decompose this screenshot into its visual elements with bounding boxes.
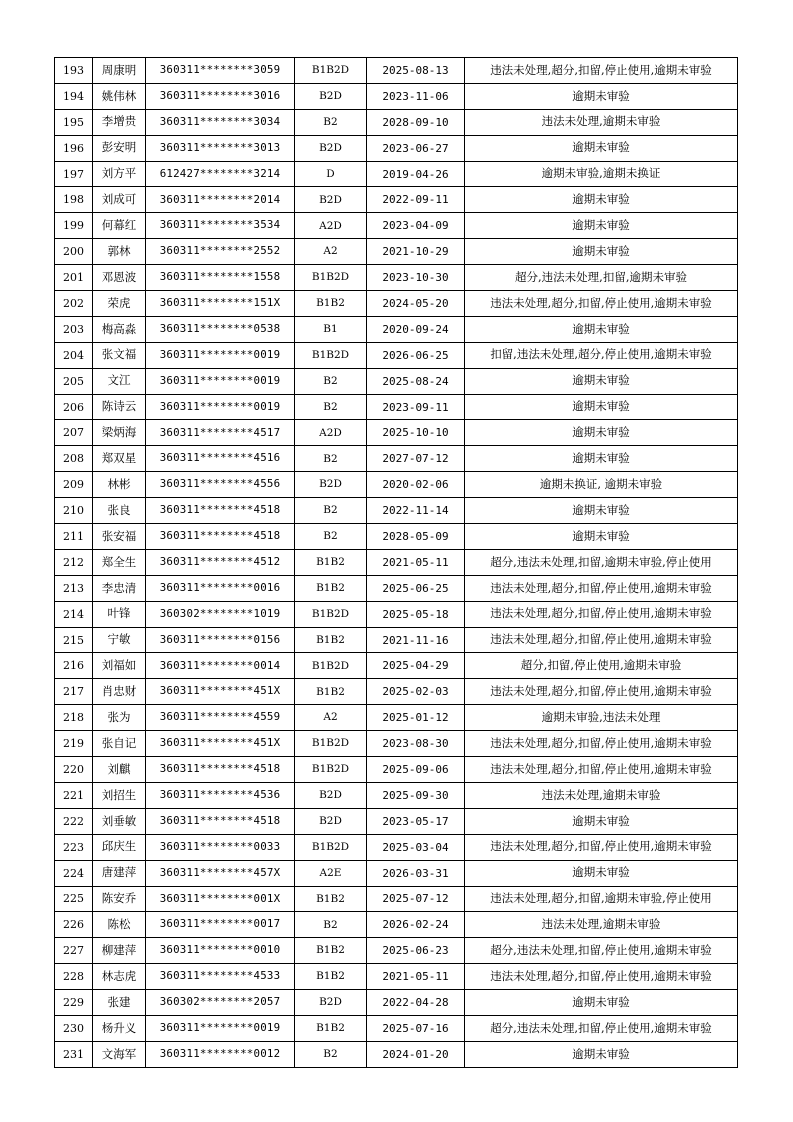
table-row (55, 239, 738, 265)
table-row (55, 498, 738, 524)
cell-id-number: 360311********451X (146, 731, 295, 757)
cell-id-number: 360311********2552 (146, 239, 295, 265)
cell-date: 2024-05-20 (367, 291, 465, 317)
cell-name: 张良 (93, 498, 146, 524)
cell-id-number: 360311********151X (146, 291, 295, 317)
cell-status: 逾期未审验 (465, 368, 738, 394)
cell-license-class: B1B2 (295, 291, 367, 317)
cell-name: 荣虎 (93, 291, 146, 317)
cell-status: 违法未处理,超分,扣留,逾期未审验,停止使用 (465, 886, 738, 912)
cell-license-class: A2D (295, 420, 367, 446)
cell-license-class: B2D (295, 472, 367, 498)
cell-date: 2020-09-24 (367, 316, 465, 342)
table-row (55, 886, 738, 912)
cell-date: 2026-06-25 (367, 342, 465, 368)
cell-name: 刘招生 (93, 782, 146, 808)
cell-status: 超分,违法未处理,扣留,停止使用,逾期未审验 (465, 938, 738, 964)
records-table-body (55, 58, 738, 1068)
cell-row-number: 224 (55, 860, 93, 886)
table-row (55, 731, 738, 757)
cell-name: 陈诗云 (93, 394, 146, 420)
cell-license-class: B2 (295, 912, 367, 938)
cell-date: 2023-06-27 (367, 135, 465, 161)
cell-id-number: 360311********4517 (146, 420, 295, 446)
cell-license-class: B2D (295, 782, 367, 808)
cell-row-number: 219 (55, 731, 93, 757)
cell-date: 2028-05-09 (367, 524, 465, 550)
cell-row-number: 217 (55, 679, 93, 705)
cell-date: 2025-08-13 (367, 58, 465, 84)
cell-license-class: B1B2D (295, 653, 367, 679)
cell-date: 2025-07-16 (367, 1015, 465, 1041)
cell-license-class: A2 (295, 705, 367, 731)
cell-name: 姚伟林 (93, 83, 146, 109)
cell-date: 2025-02-03 (367, 679, 465, 705)
cell-id-number: 360311********0010 (146, 938, 295, 964)
cell-date: 2025-09-30 (367, 782, 465, 808)
cell-license-class: A2 (295, 239, 367, 265)
table-row (55, 394, 738, 420)
cell-name: 梅高淼 (93, 316, 146, 342)
cell-row-number: 220 (55, 757, 93, 783)
cell-id-number: 360311********3059 (146, 58, 295, 84)
table-row (55, 912, 738, 938)
table-row (55, 58, 738, 84)
table-row (55, 549, 738, 575)
cell-date: 2021-11-16 (367, 627, 465, 653)
table-row (55, 265, 738, 291)
cell-license-class: B2 (295, 1041, 367, 1067)
table-row (55, 653, 738, 679)
cell-status: 逾期未审验 (465, 239, 738, 265)
cell-id-number: 360311********0012 (146, 1041, 295, 1067)
table-row (55, 161, 738, 187)
cell-license-class: B2D (295, 187, 367, 213)
cell-row-number: 202 (55, 291, 93, 317)
cell-id-number: 360311********4533 (146, 964, 295, 990)
cell-id-number: 360311********2014 (146, 187, 295, 213)
cell-date: 2025-03-04 (367, 834, 465, 860)
cell-license-class: B2D (295, 135, 367, 161)
cell-date: 2023-05-17 (367, 808, 465, 834)
cell-row-number: 199 (55, 213, 93, 239)
cell-row-number: 221 (55, 782, 93, 808)
cell-id-number: 360311********0156 (146, 627, 295, 653)
table-row (55, 368, 738, 394)
cell-status: 逾期未审验,违法未处理 (465, 705, 738, 731)
cell-name: 张安福 (93, 524, 146, 550)
table-row (55, 705, 738, 731)
cell-license-class: B2 (295, 394, 367, 420)
cell-license-class: B1B2D (295, 265, 367, 291)
cell-id-number: 360311********1558 (146, 265, 295, 291)
cell-status: 违法未处理,超分,扣留,停止使用,逾期未审验 (465, 731, 738, 757)
cell-name: 郑双星 (93, 446, 146, 472)
cell-date: 2023-08-30 (367, 731, 465, 757)
cell-license-class: B2D (295, 808, 367, 834)
cell-status: 超分,扣留,停止使用,逾期未审验 (465, 653, 738, 679)
cell-row-number: 223 (55, 834, 93, 860)
cell-date: 2023-04-09 (367, 213, 465, 239)
cell-status: 逾期未审验 (465, 990, 738, 1016)
cell-row-number: 213 (55, 575, 93, 601)
cell-date: 2025-08-24 (367, 368, 465, 394)
cell-license-class: B2D (295, 990, 367, 1016)
cell-name: 叶锋 (93, 601, 146, 627)
cell-status: 逾期未审验 (465, 524, 738, 550)
cell-license-class: B2D (295, 83, 367, 109)
cell-id-number: 360311********0538 (146, 316, 295, 342)
cell-row-number: 204 (55, 342, 93, 368)
cell-status: 违法未处理,逾期未审验 (465, 912, 738, 938)
table-row (55, 420, 738, 446)
cell-status: 逾期未换证, 逾期未审验 (465, 472, 738, 498)
cell-license-class: B1B2 (295, 964, 367, 990)
cell-status: 违法未处理,超分,扣留,停止使用,逾期未审验 (465, 834, 738, 860)
cell-date: 2021-05-11 (367, 964, 465, 990)
cell-id-number: 360311********0019 (146, 394, 295, 420)
cell-row-number: 216 (55, 653, 93, 679)
table-row (55, 291, 738, 317)
table-row (55, 213, 738, 239)
records-table (54, 57, 738, 1068)
cell-license-class: B2 (295, 109, 367, 135)
cell-row-number: 195 (55, 109, 93, 135)
cell-status: 逾期未审验 (465, 808, 738, 834)
cell-date: 2022-09-11 (367, 187, 465, 213)
cell-id-number: 360311********4536 (146, 782, 295, 808)
cell-license-class: B1B2D (295, 731, 367, 757)
cell-row-number: 205 (55, 368, 93, 394)
cell-id-number: 360311********0019 (146, 1015, 295, 1041)
table-row (55, 575, 738, 601)
cell-row-number: 226 (55, 912, 93, 938)
cell-id-number: 360311********4518 (146, 808, 295, 834)
table-row (55, 524, 738, 550)
cell-date: 2025-10-10 (367, 420, 465, 446)
cell-name: 刘方平 (93, 161, 146, 187)
cell-id-number: 360311********0014 (146, 653, 295, 679)
cell-status: 违法未处理,超分,扣留,停止使用,逾期未审验 (465, 291, 738, 317)
cell-row-number: 229 (55, 990, 93, 1016)
cell-status: 逾期未审验 (465, 1041, 738, 1067)
cell-id-number: 360302********2057 (146, 990, 295, 1016)
cell-row-number: 218 (55, 705, 93, 731)
cell-status: 逾期未审验 (465, 83, 738, 109)
cell-date: 2023-10-30 (367, 265, 465, 291)
cell-name: 邱庆生 (93, 834, 146, 860)
cell-row-number: 197 (55, 161, 93, 187)
cell-license-class: B1B2D (295, 58, 367, 84)
cell-id-number: 360311********4518 (146, 757, 295, 783)
cell-date: 2021-05-11 (367, 549, 465, 575)
cell-name: 文江 (93, 368, 146, 394)
cell-status: 逾期未审验 (465, 394, 738, 420)
cell-date: 2023-11-06 (367, 83, 465, 109)
cell-id-number: 612427********3214 (146, 161, 295, 187)
table-row (55, 860, 738, 886)
cell-date: 2025-06-23 (367, 938, 465, 964)
cell-row-number: 211 (55, 524, 93, 550)
table-row (55, 834, 738, 860)
cell-status: 逾期未审验 (465, 446, 738, 472)
cell-license-class: B1B2 (295, 938, 367, 964)
cell-row-number: 231 (55, 1041, 93, 1067)
cell-row-number: 193 (55, 58, 93, 84)
table-row (55, 808, 738, 834)
cell-status: 逾期未审验 (465, 187, 738, 213)
cell-row-number: 203 (55, 316, 93, 342)
table-row (55, 83, 738, 109)
cell-name: 邓恩波 (93, 265, 146, 291)
cell-date: 2022-04-28 (367, 990, 465, 1016)
cell-date: 2026-03-31 (367, 860, 465, 886)
cell-name: 何幕红 (93, 213, 146, 239)
cell-license-class: B1B2D (295, 601, 367, 627)
cell-row-number: 225 (55, 886, 93, 912)
cell-date: 2021-10-29 (367, 239, 465, 265)
table-row (55, 1041, 738, 1067)
cell-name: 陈安乔 (93, 886, 146, 912)
cell-status: 逾期未审验 (465, 316, 738, 342)
cell-name: 彭安明 (93, 135, 146, 161)
cell-id-number: 360311********0017 (146, 912, 295, 938)
cell-license-class: B1B2D (295, 834, 367, 860)
cell-license-class: A2E (295, 860, 367, 886)
table-row (55, 990, 738, 1016)
cell-status: 超分,违法未处理,扣留,逾期未审验 (465, 265, 738, 291)
cell-row-number: 201 (55, 265, 93, 291)
cell-date: 2024-01-20 (367, 1041, 465, 1067)
cell-date: 2025-04-29 (367, 653, 465, 679)
cell-id-number: 360311********4559 (146, 705, 295, 731)
cell-row-number: 214 (55, 601, 93, 627)
cell-id-number: 360311********4518 (146, 524, 295, 550)
cell-id-number: 360311********001X (146, 886, 295, 912)
cell-date: 2027-07-12 (367, 446, 465, 472)
cell-license-class: D (295, 161, 367, 187)
cell-status: 逾期未审验 (465, 135, 738, 161)
cell-date: 2020-02-06 (367, 472, 465, 498)
cell-license-class: B1B2 (295, 886, 367, 912)
table-row (55, 679, 738, 705)
cell-status: 违法未处理,超分,扣留,停止使用,逾期未审验 (465, 58, 738, 84)
table-row (55, 938, 738, 964)
cell-name: 李忠清 (93, 575, 146, 601)
cell-status: 违法未处理,超分,扣留,停止使用,逾期未审验 (465, 627, 738, 653)
cell-id-number: 360311********3013 (146, 135, 295, 161)
cell-name: 柳建萍 (93, 938, 146, 964)
cell-date: 2025-09-06 (367, 757, 465, 783)
cell-row-number: 212 (55, 549, 93, 575)
cell-id-number: 360311********457X (146, 860, 295, 886)
cell-id-number: 360311********0019 (146, 342, 295, 368)
cell-status: 逾期未审验 (465, 860, 738, 886)
table-row (55, 135, 738, 161)
table-row (55, 601, 738, 627)
cell-name: 郑全生 (93, 549, 146, 575)
table-row (55, 1015, 738, 1041)
cell-status: 逾期未审验 (465, 213, 738, 239)
cell-license-class: B1B2 (295, 627, 367, 653)
cell-name: 刘福如 (93, 653, 146, 679)
cell-row-number: 222 (55, 808, 93, 834)
cell-date: 2025-05-18 (367, 601, 465, 627)
cell-status: 违法未处理,逾期未审验 (465, 782, 738, 808)
cell-row-number: 227 (55, 938, 93, 964)
cell-license-class: A2D (295, 213, 367, 239)
cell-license-class: B1 (295, 316, 367, 342)
cell-row-number: 228 (55, 964, 93, 990)
cell-name: 刘麒 (93, 757, 146, 783)
cell-status: 违法未处理,逾期未审验 (465, 109, 738, 135)
cell-name: 肖忠财 (93, 679, 146, 705)
table-row (55, 187, 738, 213)
cell-status: 违法未处理,超分,扣留,停止使用,逾期未审验 (465, 601, 738, 627)
cell-license-class: B1B2 (295, 1015, 367, 1041)
cell-row-number: 194 (55, 83, 93, 109)
cell-name: 周康明 (93, 58, 146, 84)
cell-license-class: B2 (295, 498, 367, 524)
cell-row-number: 209 (55, 472, 93, 498)
cell-id-number: 360311********451X (146, 679, 295, 705)
cell-name: 张自记 (93, 731, 146, 757)
cell-id-number: 360311********3016 (146, 83, 295, 109)
cell-license-class: B2 (295, 524, 367, 550)
cell-row-number: 230 (55, 1015, 93, 1041)
cell-name: 唐建萍 (93, 860, 146, 886)
cell-license-class: B1B2D (295, 342, 367, 368)
cell-name: 杨升义 (93, 1015, 146, 1041)
cell-status: 违法未处理,超分,扣留,停止使用,逾期未审验 (465, 964, 738, 990)
cell-date: 2019-04-26 (367, 161, 465, 187)
cell-id-number: 360311********0016 (146, 575, 295, 601)
cell-name: 陈松 (93, 912, 146, 938)
cell-name: 张为 (93, 705, 146, 731)
cell-id-number: 360311********4518 (146, 498, 295, 524)
table-row (55, 316, 738, 342)
table-row (55, 964, 738, 990)
cell-id-number: 360311********0019 (146, 368, 295, 394)
cell-status: 超分,违法未处理,扣留,停止使用,逾期未审验 (465, 1015, 738, 1041)
table-row (55, 109, 738, 135)
cell-date: 2025-06-25 (367, 575, 465, 601)
cell-name: 梁炳海 (93, 420, 146, 446)
table-row (55, 627, 738, 653)
cell-license-class: B1B2 (295, 679, 367, 705)
cell-id-number: 360311********0033 (146, 834, 295, 860)
cell-license-class: B2 (295, 368, 367, 394)
cell-row-number: 210 (55, 498, 93, 524)
cell-row-number: 196 (55, 135, 93, 161)
cell-status: 超分,违法未处理,扣留,逾期未审验,停止使用 (465, 549, 738, 575)
cell-license-class: B1B2 (295, 575, 367, 601)
cell-row-number: 215 (55, 627, 93, 653)
cell-name: 张文福 (93, 342, 146, 368)
cell-row-number: 207 (55, 420, 93, 446)
cell-date: 2023-09-11 (367, 394, 465, 420)
cell-name: 刘成可 (93, 187, 146, 213)
table-row (55, 782, 738, 808)
cell-status: 逾期未审验 (465, 420, 738, 446)
cell-license-class: B1B2D (295, 757, 367, 783)
cell-date: 2028-09-10 (367, 109, 465, 135)
cell-id-number: 360311********4556 (146, 472, 295, 498)
cell-status: 逾期未审验 (465, 498, 738, 524)
table-row (55, 472, 738, 498)
table-row (55, 342, 738, 368)
cell-row-number: 198 (55, 187, 93, 213)
cell-date: 2022-11-14 (367, 498, 465, 524)
cell-name: 郭林 (93, 239, 146, 265)
cell-date: 2025-01-12 (367, 705, 465, 731)
cell-status: 违法未处理,超分,扣留,停止使用,逾期未审验 (465, 575, 738, 601)
cell-row-number: 208 (55, 446, 93, 472)
cell-name: 林志虎 (93, 964, 146, 990)
cell-name: 文海军 (93, 1041, 146, 1067)
cell-id-number: 360311********3534 (146, 213, 295, 239)
cell-date: 2026-02-24 (367, 912, 465, 938)
cell-status: 违法未处理,超分,扣留,停止使用,逾期未审验 (465, 757, 738, 783)
table-row (55, 446, 738, 472)
cell-id-number: 360302********1019 (146, 601, 295, 627)
cell-name: 宁敏 (93, 627, 146, 653)
cell-name: 张建 (93, 990, 146, 1016)
cell-name: 林彬 (93, 472, 146, 498)
cell-license-class: B2 (295, 446, 367, 472)
cell-status: 逾期未审验,逾期未换证 (465, 161, 738, 187)
cell-date: 2025-07-12 (367, 886, 465, 912)
table-row (55, 757, 738, 783)
cell-id-number: 360311********4512 (146, 549, 295, 575)
cell-name: 刘垂敏 (93, 808, 146, 834)
cell-status: 扣留,违法未处理,超分,停止使用,逾期未审验 (465, 342, 738, 368)
cell-name: 李增贵 (93, 109, 146, 135)
cell-row-number: 200 (55, 239, 93, 265)
cell-row-number: 206 (55, 394, 93, 420)
cell-id-number: 360311********3034 (146, 109, 295, 135)
cell-license-class: B1B2 (295, 549, 367, 575)
cell-id-number: 360311********4516 (146, 446, 295, 472)
cell-status: 违法未处理,超分,扣留,停止使用,逾期未审验 (465, 679, 738, 705)
